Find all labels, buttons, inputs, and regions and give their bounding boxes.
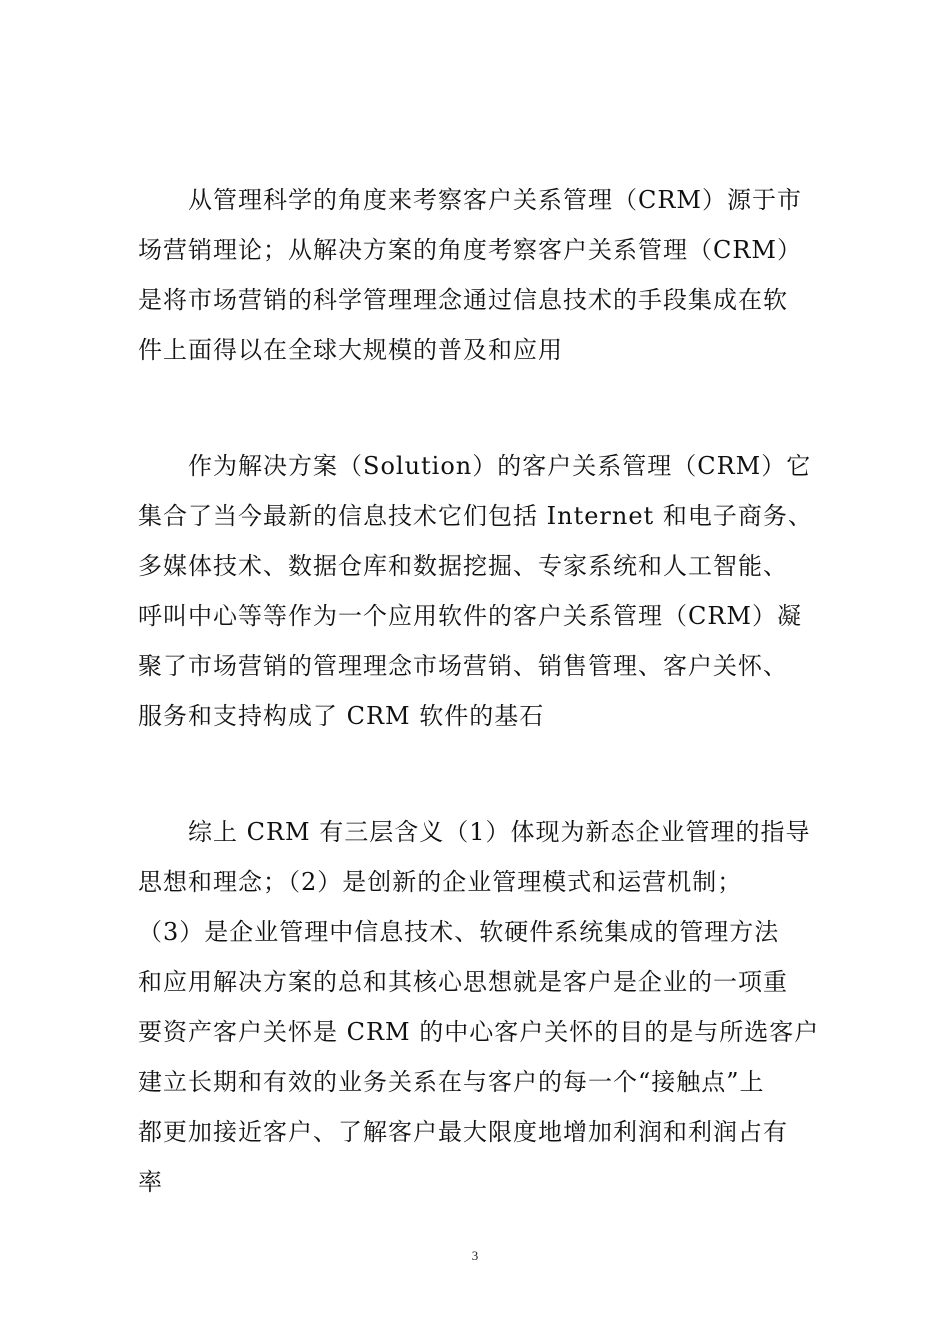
paragraph-crm-solution: [138, 441, 828, 741]
text-line: 率: [138, 1168, 163, 1196]
text-line: 综上 CRM 有三层含义（1）体现为新态企业管理的指导: [188, 818, 811, 846]
text-line: 场营销理论；从解决方案的角度考察客户关系管理（CRM）: [138, 236, 803, 264]
text-line: 作为解决方案（Solution）的客户关系管理（CRM）它: [188, 452, 812, 480]
text-line: （3）是企业管理中信息技术、软硬件系统集成的管理方法: [138, 918, 780, 946]
text-line: 集合了当今最新的信息技术它们包括 Internet 和电子商务、: [138, 502, 813, 530]
text-line: 是将市场营销的科学管理理念通过信息技术的手段集成在软: [138, 286, 788, 314]
text-line: 呼叫中心等等作为一个应用软件的客户关系管理（CRM）凝: [138, 602, 803, 630]
text-line: 都更加接近客户、了解客户最大限度地增加利润和利润占有: [138, 1118, 788, 1146]
text-line: 建立长期和有效的业务关系在与客户的每一个“接触点”上: [138, 1068, 765, 1096]
document-body: [138, 175, 828, 1207]
text-line: 件上面得以在全球大规模的普及和应用: [138, 336, 563, 364]
text-line: 思想和理念；（2）是创新的企业管理模式和运营机制；: [138, 868, 743, 896]
paragraph-crm-summary: [138, 807, 828, 1207]
text-line: 多媒体技术、数据仓库和数据挖掘、专家系统和人工智能、: [138, 552, 788, 580]
text-line: 服务和支持构成了 CRM 软件的基石: [138, 702, 545, 730]
text-line: 要资产客户关怀是 CRM 的中心客户关怀的目的是与所选客户: [138, 1018, 820, 1046]
text-line: 从管理科学的角度来考察客户关系管理（CRM）源于市: [188, 186, 803, 214]
paragraph-crm-definition: [138, 175, 828, 375]
text-line: 和应用解决方案的总和其核心思想就是客户是企业的一项重: [138, 968, 788, 996]
text-line: 聚了市场营销的管理理念市场营销、销售管理、客户关怀、: [138, 652, 788, 680]
page-number: 3: [471, 1248, 479, 1263]
